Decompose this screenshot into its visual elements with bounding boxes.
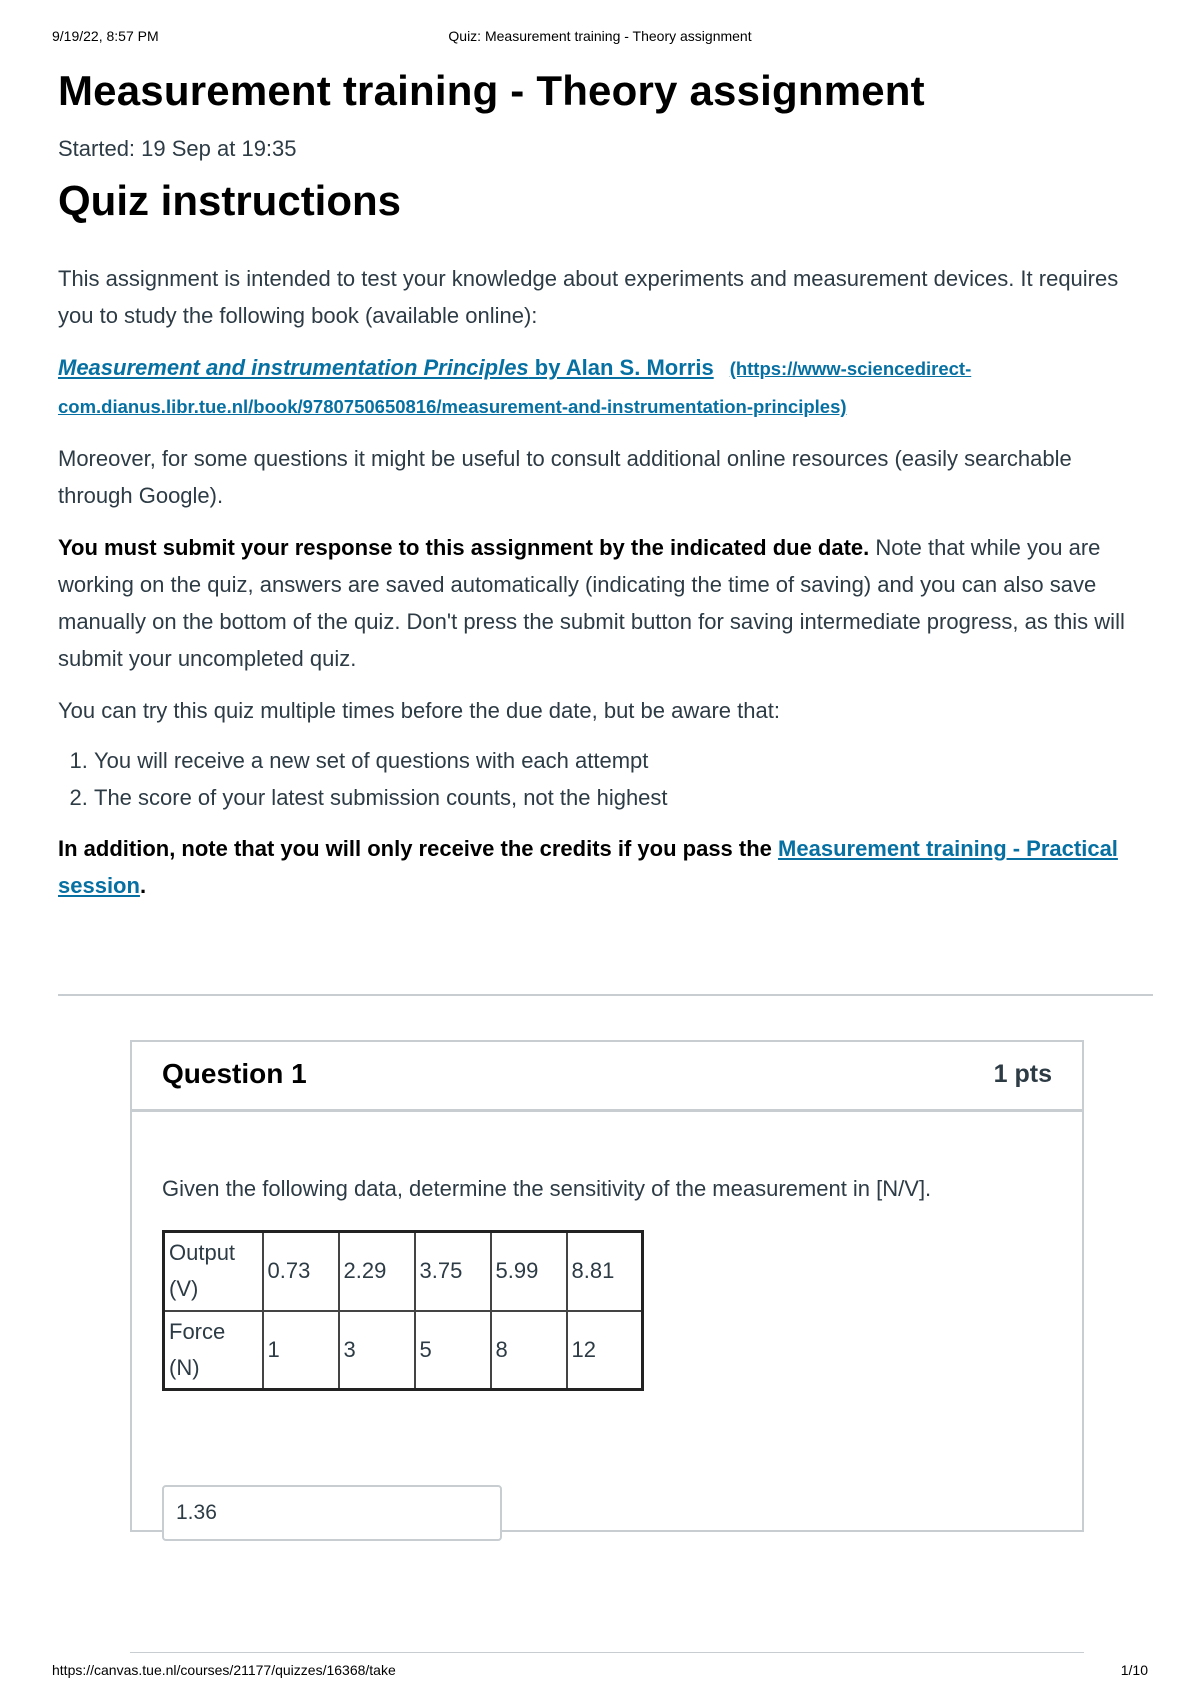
book-link[interactable]	[58, 355, 714, 380]
started-timestamp: Started: 19 Sep at 19:35	[58, 136, 297, 161]
submit-note-bold: You must submit your response to this assignment by the indicated due date.	[58, 535, 870, 560]
try-intro: You can try this quiz multiple times before the due date, but be aware that:	[58, 698, 780, 723]
question-header	[132, 1042, 1082, 1112]
table-row	[164, 1232, 643, 1311]
rule-item: 2. The score of your latest submission counts, not the highest	[94, 779, 1148, 816]
book-reference	[58, 349, 1148, 425]
print-title: Quiz: Measurement training - Theory assignment	[448, 28, 752, 44]
print-date: 9/19/22, 8:57 PM	[52, 28, 159, 44]
rule-item: 1. You will receive a new set of questions with each attempt	[94, 742, 1148, 779]
answer-input[interactable]	[162, 1485, 502, 1541]
page-title: Measurement training - Theory assignment	[58, 67, 925, 114]
table-cell: 2.29	[339, 1232, 415, 1311]
table-cell: 12	[567, 1311, 643, 1390]
instructions-intro: This assignment is intended to test your knowledge about experiments and measurement devices. It requires you to study the following book (available online):	[58, 266, 1119, 328]
instructions-heading: Quiz instructions	[58, 177, 402, 224]
table-row	[164, 1311, 643, 1390]
rules-list	[58, 742, 1148, 816]
question-points: 1 pts	[993, 1060, 1052, 1088]
table-cell: 8	[491, 1311, 567, 1390]
table-cell: 0.73	[263, 1232, 339, 1311]
table-row-label: Force (N)	[164, 1311, 263, 1390]
book-url-link[interactable]: (https://www-sciencedirect-com.dianus.libr.tue.nl/book/9780750650816/measurement-and-instrumentation-principles)	[58, 358, 972, 417]
practical-session-link[interactable]: Measurement training - Practical session	[58, 836, 1118, 898]
print-url: https://canvas.tue.nl/courses/21177/quizzes/16368/take	[52, 1662, 396, 1678]
instructions-moreover: Moreover, for some questions it might be useful to consult additional online resources (easily searchable through Google).	[58, 446, 1072, 508]
table-cell: 5.99	[491, 1232, 567, 1311]
credits-end: .	[139, 873, 147, 898]
credits-text: In addition, note that you will only receive the credits if you pass the	[58, 836, 779, 861]
table-cell: 3	[339, 1311, 415, 1390]
submit-note	[58, 529, 1148, 677]
data-table	[162, 1230, 644, 1391]
question-card	[130, 1040, 1084, 1532]
book-title: Measurement and instrumentation Principles	[58, 355, 529, 380]
question-text: Given the following data, determine the sensitivity of the measurement in [N/V].	[162, 1176, 932, 1201]
quiz-content	[58, 60, 1148, 904]
page-number: 1/10	[1120, 1662, 1148, 1678]
table-cell: 1	[263, 1311, 339, 1390]
book-author: by Alan S. Morris	[528, 355, 714, 380]
table-row-label: Output (V)	[164, 1232, 263, 1311]
submit-note-rest: Note that while you are working on the quiz, answers are saved automatically (indicating the time of saving) and you can also save manually on the bottom of the quiz. Don't press the submit button for saving intermediate progress, as this will submit your uncompleted quiz.	[58, 535, 1125, 671]
table-cell: 8.81	[567, 1232, 643, 1311]
table-cell: 3.75	[415, 1232, 491, 1311]
footer-divider	[130, 1652, 1084, 1653]
credits-note	[58, 830, 1148, 904]
table-cell: 5	[415, 1311, 491, 1390]
question-name: Question 1	[162, 1058, 307, 1089]
section-divider	[58, 994, 1153, 996]
